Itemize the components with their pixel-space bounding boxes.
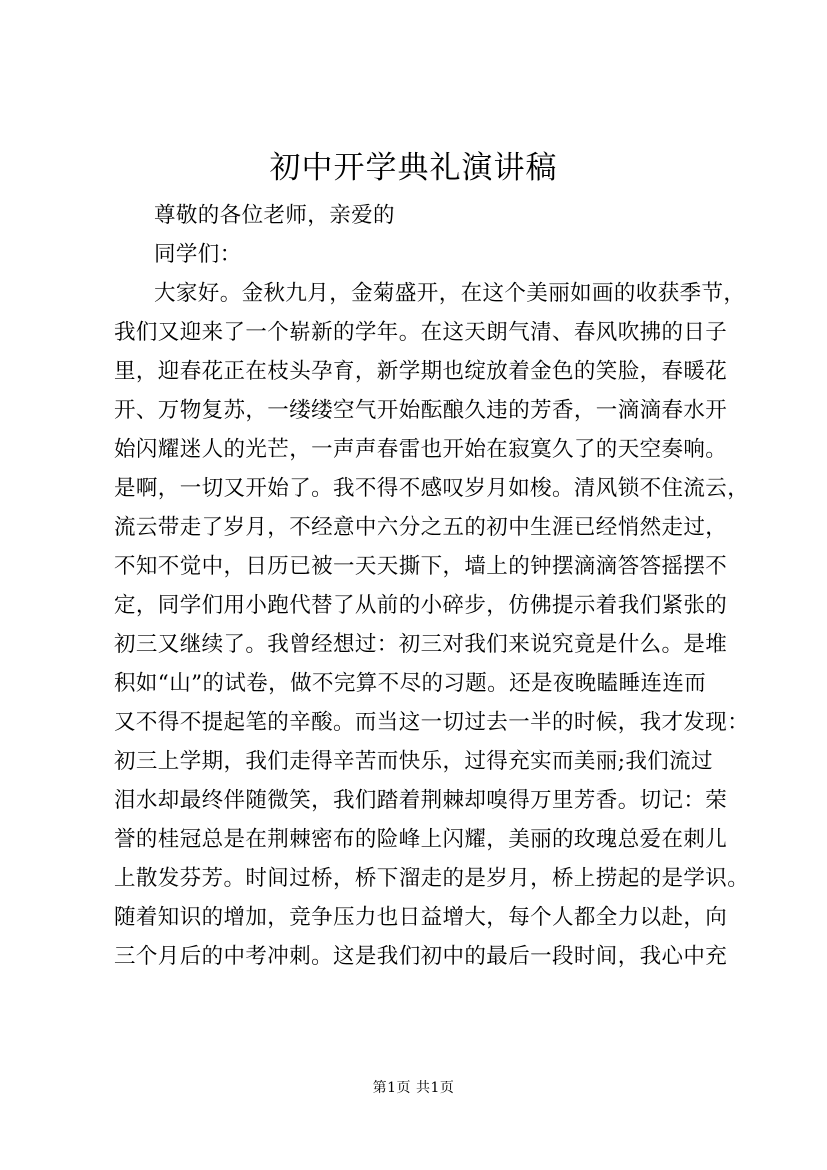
body-line: 是啊，一切又开始了。我不得不感叹岁月如梭。清风锁不住流云， xyxy=(114,476,750,501)
body-line: 泪水却最终伴随微笑，我们踏着荆棘却嗅得万里芳香。切记：荣 xyxy=(114,788,728,813)
body-line: 初三又继续了。我曾经想过：初三对我们来说究竟是什么。是堆 xyxy=(114,632,728,657)
body-line: 里，迎春花正在枝头孕育，新学期也绽放着金色的笑脸，春暖花 xyxy=(114,359,728,384)
body-line: 积如“山”的试卷，做不完算不尽的习题。还是夜晚瞌睡连连而 xyxy=(114,671,707,696)
body-line: 誉的桂冠总是在荆棘密布的险峰上闪耀，美丽的玫瑰总爱在刺儿 xyxy=(114,827,728,852)
body-line: 尊敬的各位老师，亲爱的 xyxy=(154,203,395,228)
body-line: 流云带走了岁月，不经意中六分之五的初中生涯已经悄然走过， xyxy=(114,515,728,540)
body-line: 不知不觉中，日历已被一天天撕下，墙上的钟摆滴滴答答摇摆不 xyxy=(114,554,728,579)
body-line: 开、万物复苏，一缕缕空气开始酝酿久违的芳香，一滴滴春水开 xyxy=(114,398,728,423)
page-footer: 第1页 共1页 xyxy=(372,1080,455,1096)
document-body xyxy=(114,196,750,976)
body-line: 我们又迎来了一个崭新的学年。在这天朗气清、春风吹拂的日子 xyxy=(114,320,728,345)
body-line: 上散发芬芳。时间过桥，桥下溜走的是岁月，桥上捞起的是学识。 xyxy=(114,866,750,891)
body-line: 随着知识的增加，竞争压力也日益增大，每个人都全力以赴，向 xyxy=(114,905,728,930)
body-line: 大家好。金秋九月，金菊盛开，在这个美丽如画的收获季节， xyxy=(154,281,746,306)
body-line: 定，同学们用小跑代替了从前的小碎步，仿佛提示着我们紧张的 xyxy=(114,593,728,618)
body-line: 又不得不提起笔的辛酸。而当这一切过去一半的时候，我才发现： xyxy=(114,710,750,735)
body-line: 始闪耀迷人的光芒，一声声春雷也开始在寂寞久了的天空奏响。 xyxy=(114,437,728,462)
document-title: 初中开学典礼演讲稿 xyxy=(269,150,558,186)
body-line: 初三上学期，我们走得辛苦而快乐，过得充实而美丽;我们流过 xyxy=(114,749,713,774)
body-line: 同学们： xyxy=(154,242,242,267)
body-line: 三个月后的中考冲刺。这是我们初中的最后一段时间，我心中充 xyxy=(114,944,728,969)
